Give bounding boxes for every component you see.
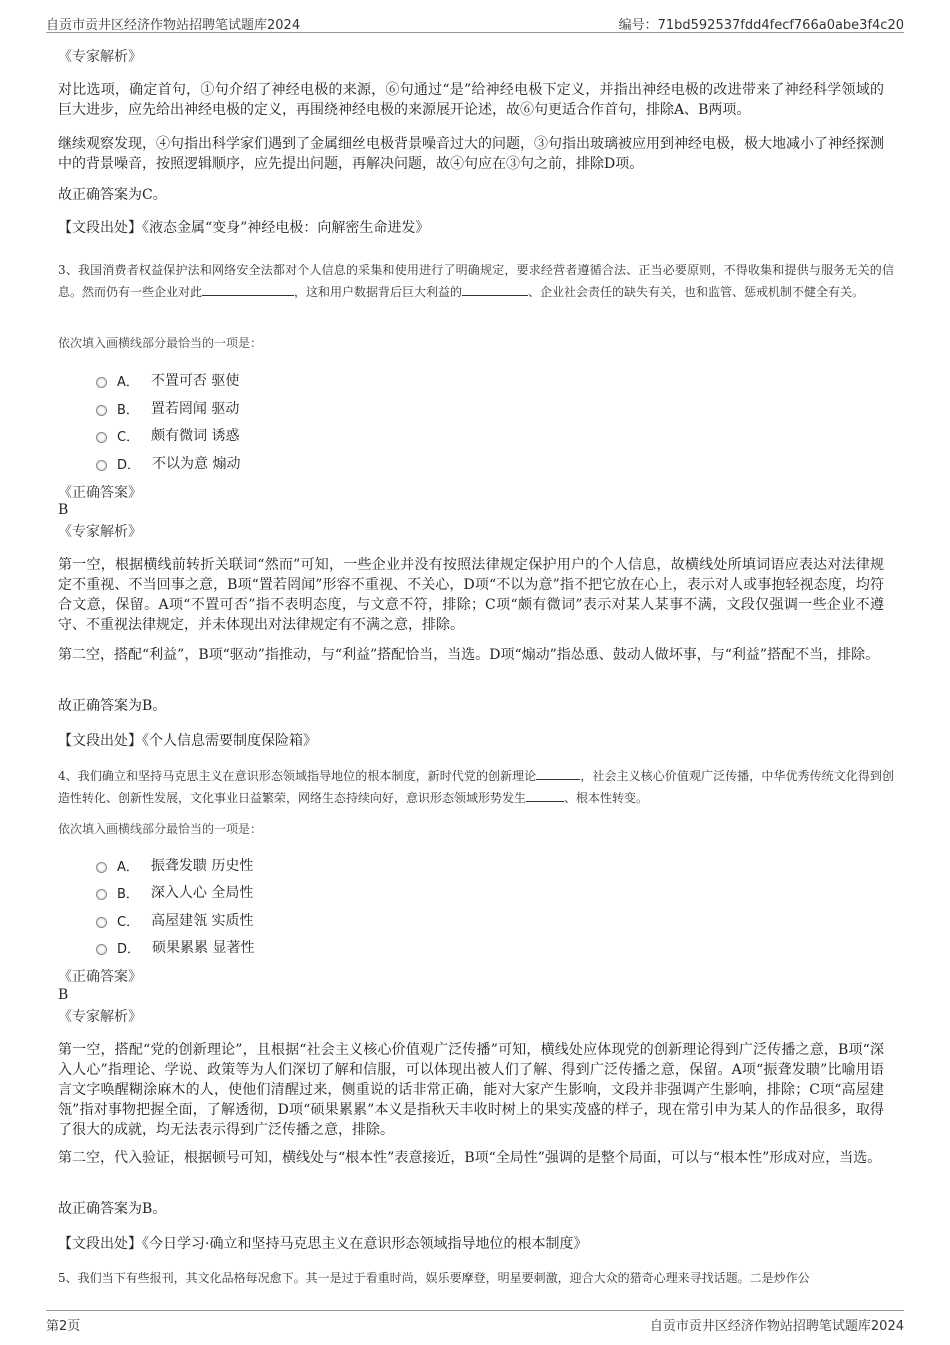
radio-icon[interactable]: [96, 862, 107, 873]
q4-analysis-p2: 第二空，代入验证，根据顿号可知，横线处与“根本性”表意接近，B项“全局性”强调的是整个局面，可以与“根本性”形成对应，当选。: [58, 1150, 882, 1166]
option-letter: A．: [117, 859, 139, 875]
page-header: [46, 12, 904, 33]
q4-stem-part3: 、根本性转变。: [564, 790, 649, 805]
q3-analysis-label: 《专家解析》: [58, 524, 142, 540]
option-text: 置若罔闻 驱动: [150, 401, 240, 417]
q5-stem: 5、我们当下有些报刊，其文化品格每况愈下。其一是过于看重时尚，娱乐要摩登，明星要刺激，迎合大众的猎奇心理来寻找话题。二是炒作公: [58, 1271, 810, 1285]
q4-stem-part2: ，社会主义核心价值观广泛传播，中华优秀传统文化得到创造性转化、创新性发展，文化事业日益繁荣，网络生态持续向好，意识形态领域形势发生: [58, 769, 894, 805]
q4-option-a[interactable]: [96, 855, 253, 875]
option-letter: C．: [117, 914, 140, 930]
q3-analysis-p2: 第二空，搭配“利益”，B项“驱动”指推动，与“利益”搭配恰当，当选。D项“煽动”指怂恿、鼓动人做坏事，与“利益”搭配不当，排除。: [58, 647, 880, 663]
footer-title: 自贡市贡井区经济作物站招聘笔试题库2024: [649, 1319, 904, 1334]
option-letter: B．: [117, 886, 139, 902]
q4-analysis-p1: 第一空，搭配“党的创新理论”，且根据“社会主义核心价值观广泛传播”可知，横线处应体现党的创新理论得到广泛传播之意，B项“深入人心”指理论、学说、政策等为人们深切了解和信服，可以体现出被人们了解、得到广泛传播之意，保留。A项“振聋发聩”比喻用语言文字唤醒糊涂麻木的人，使他们清醒过来，侧重说的话非常正确，能对大家产生影响，文段并非强调产生影响，排除；C项“高屋建瓴”指对事物把握全面，了解透彻，D项“硕果累累”本义是指秋天丰收时树上的果实茂盛的样子，现在常引申为某人的作品很多，取得了很大的成就，均无法表示得到广泛传播之意，排除。: [58, 1042, 884, 1138]
q4-stem-part1: 4、我们确立和坚持马克思主义在意识形态领域指导地位的根本制度，新时代党的创新理论: [58, 769, 537, 783]
q3-option-d[interactable]: [96, 453, 240, 473]
q4-blank-1: [536, 765, 580, 780]
q3-option-b[interactable]: [96, 398, 239, 418]
q4-option-d[interactable]: [96, 937, 254, 957]
header-serial: 编号：71bd592537fdd4fecf766a0abe3f4c20: [618, 18, 904, 33]
q3-blank-1: [202, 281, 294, 296]
q3-source: 【文段出处】《个人信息需要制度保险箱》: [58, 733, 317, 749]
q4-answer-label: 《正确答案》: [58, 969, 142, 985]
radio-icon[interactable]: [96, 460, 107, 471]
q3-stem: [58, 260, 894, 302]
q4-option-c[interactable]: [96, 910, 254, 930]
footer-page-number: 第2页: [46, 1319, 81, 1334]
q4-source: 【文段出处】《今日学习·确立和坚持马克思主义在意识形态领域指导地位的根本制度》: [58, 1236, 588, 1252]
radio-icon[interactable]: [96, 944, 107, 955]
radio-icon[interactable]: [96, 889, 107, 900]
radio-icon[interactable]: [96, 432, 107, 443]
q4-answer-line: 故正确答案为B。: [58, 1201, 167, 1217]
q2-source: 【文段出处】《液态金属“变身”神经电极：向解密生命进发》: [58, 220, 430, 236]
q2-analysis-p2: 继续观察发现，④句指出科学家们遇到了金属细丝电极背景噪音过大的问题，③句指出玻璃被应用到神经电极，极大地减小了神经探测中的背景噪音，按照逻辑顺序，应先提出问题，再解决问题，故④句应在③句之前，排除D项。: [58, 136, 884, 172]
option-letter: B．: [117, 402, 139, 418]
option-letter: A．: [117, 374, 139, 390]
option-text: 颇有微词 诱惑: [151, 428, 240, 444]
q4-stem: [58, 765, 894, 808]
q3-option-a[interactable]: [96, 370, 239, 390]
option-text: 不置可否 驱使: [150, 373, 240, 389]
option-text: 深入人心 全局性: [150, 885, 254, 901]
q3-stem-part1: 3、我国消费者权益保护法和网络安全法都对个人信息的采集和使用进行了明确规定，要求经营者遵循合法、正当必要原则，不得收集和提供与服务无关的信息。然而仍有一些企业对此: [58, 263, 894, 299]
option-text: 不以为意 煽动: [152, 456, 241, 472]
q3-analysis-p1: 第一空，根据横线前转折关联词“然而”可知，一些企业并没有按照法律规定保护用户的个人信息，故横线处所填词语应表达对法律规定不重视、不当回事之意，B项“置若罔闻”形容不重视、不关心，D项“不以为意”指不把它放在心上，表示对人或事抱轻视态度，均符合文意，保留。A项“不置可否”指不表明态度，与文意不符，排除；C项“颇有微词”表示对某人某事不满，文段仅强调一些企业不遵守、不重视法律规定，并未体现出对法律规定有不满之意，排除。: [58, 557, 884, 633]
q4-analysis-label: 《专家解析》: [58, 1009, 142, 1025]
option-letter: D．: [117, 457, 141, 473]
q3-option-c[interactable]: [96, 425, 240, 445]
q3-answer: B: [58, 502, 69, 518]
q4-instruction: 依次填入画横线部分最恰当的一项是：: [58, 822, 263, 836]
page-footer: [46, 1310, 904, 1333]
option-letter: D．: [117, 941, 141, 957]
q3-blank-2: [462, 281, 528, 296]
q2-analysis-p1: 对比选项，确定首句，①句介绍了神经电极的来源，⑥句通过“是”给神经电极下定义，并指出神经电极的改进带来了神经科学领域的巨大进步，应先给出神经电极的定义，再围绕神经电极的来源展开论述，故⑥句更适合作首句，排除A、B两项。: [58, 82, 884, 118]
q4-answer: B: [58, 987, 69, 1003]
radio-icon[interactable]: [96, 405, 107, 416]
radio-icon[interactable]: [96, 917, 107, 928]
option-text: 硕果累累 显著性: [152, 940, 255, 956]
option-text: 高屋建瓴 实质性: [151, 913, 254, 929]
radio-icon[interactable]: [96, 377, 107, 388]
q3-answer-line: 故正确答案为B。: [58, 698, 167, 714]
q3-answer-label: 《正确答案》: [58, 485, 142, 501]
option-letter: C．: [117, 429, 140, 445]
option-text: 振聋发聩 历史性: [150, 858, 254, 874]
header-title: 自贡市贡井区经济作物站招聘笔试题库2024: [46, 18, 301, 33]
q3-instruction: 依次填入画横线部分最恰当的一项是：: [58, 336, 263, 350]
q4-blank-2: [526, 787, 564, 802]
q3-stem-part2: ，这和用户数据背后巨大利益的: [294, 284, 463, 299]
q2-analysis-label: 《专家解析》: [58, 49, 142, 65]
q3-stem-part3: 、企业社会责任的缺失有关，也和监管、惩戒机制不健全有关。: [528, 284, 865, 299]
q2-answer-line: 故正确答案为C。: [58, 187, 167, 203]
q4-option-b[interactable]: [96, 882, 253, 902]
